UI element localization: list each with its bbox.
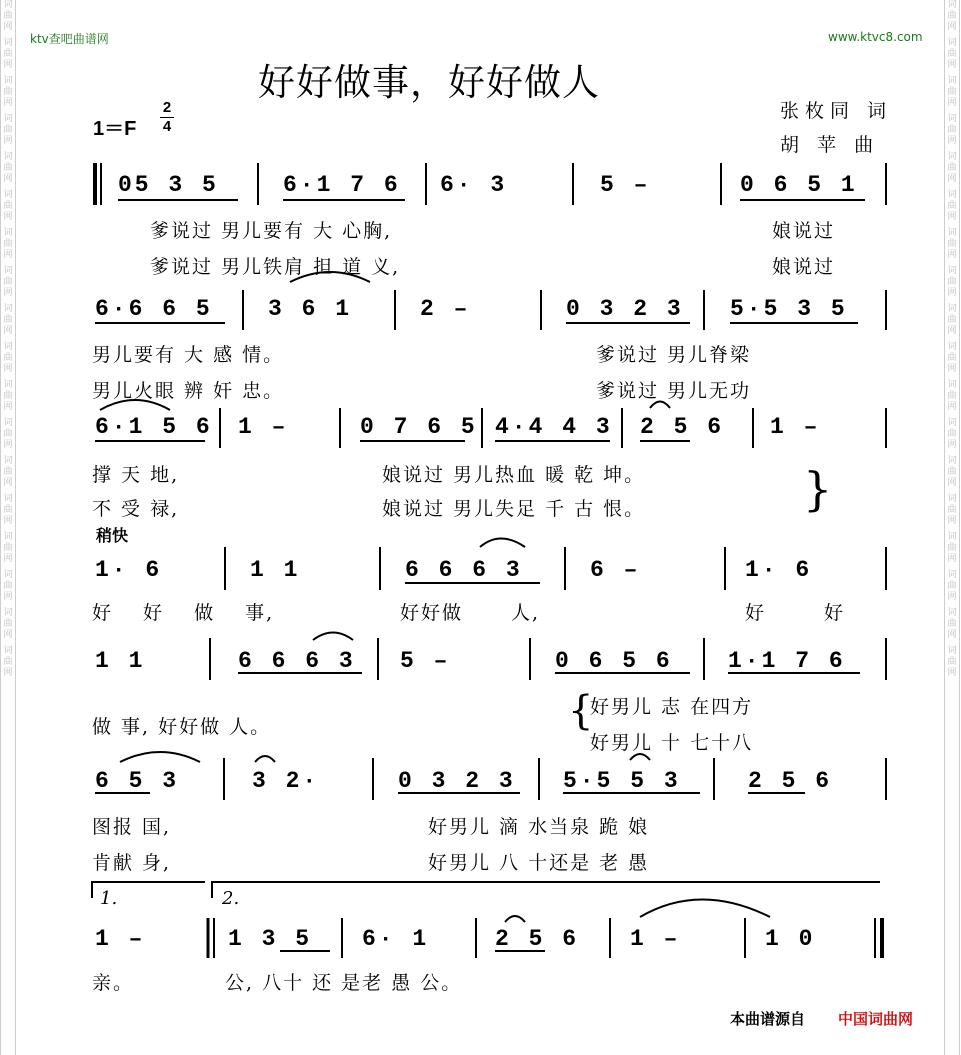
watermark-text: 词 曲 网 (3, 266, 13, 298)
measure-notes: 6·1 5 6 (95, 414, 213, 440)
watermark-text: 词 曲 网 (3, 646, 13, 678)
site-url-right[interactable]: www.ktvc8.com (828, 30, 923, 44)
watermark-text: 词 曲 网 (3, 228, 13, 260)
lyric-line: 不 受 禄, (92, 498, 180, 520)
lyric-line: 娘说过 男儿热血 暖 乾 坤。 (382, 464, 646, 486)
measure-notes: 5·5 3 5 (730, 296, 848, 322)
measure-notes: 6·1 7 6 (283, 172, 401, 198)
measure-notes: 0 3 2 3 (566, 296, 684, 322)
measure-notes: 1· 6 (95, 557, 163, 583)
song-title: 好好做事，好好做人 (258, 61, 600, 104)
measure-notes: 1 – (95, 926, 146, 952)
measure-notes: 1 3 5 (228, 926, 313, 952)
measure-notes: 0 7 6 5 (360, 414, 478, 440)
watermark-text: 词 曲 网 (947, 494, 957, 526)
lyric-line: 图报 国, (92, 816, 172, 838)
watermark-text: 词 曲 网 (947, 418, 957, 450)
key-signature: 1＝F (93, 118, 137, 140)
watermark-text: 词 曲 网 (947, 38, 957, 70)
measure-notes: 0 6 5 1 (740, 172, 858, 198)
watermark-text: 词 曲 网 (947, 532, 957, 564)
watermark-text: 词 曲 网 (947, 190, 957, 222)
volta-2: 2. (222, 888, 240, 909)
volta-1: 1. (100, 888, 118, 909)
tempo-marking: 稍快 (96, 526, 129, 545)
watermark-text: 词 曲 网 (947, 608, 957, 640)
measure-notes: 1·1 7 6 (728, 648, 846, 674)
measure-notes: 2 – (420, 296, 471, 322)
watermark-text: 词 曲 网 (947, 570, 957, 602)
measure-notes: 6 – (590, 557, 641, 583)
watermark-text: 词 曲 网 (3, 494, 13, 526)
lyric-line: 娘说过 (772, 220, 836, 242)
composer-credit: 胡 苹 曲 (780, 134, 880, 156)
lyricist-credit: 张枚同 词 (780, 100, 893, 122)
watermark-text: 词 曲 网 (3, 76, 13, 108)
source-label: 本曲谱源自 (730, 1010, 806, 1028)
watermark-text: 词 曲 网 (947, 342, 957, 374)
lyric-line: 好男儿 八 十还是 老 愚 (428, 852, 650, 874)
watermark-text: 词 曲 网 (3, 114, 13, 146)
lyric-line: 好男儿 十 七十八 (590, 732, 754, 754)
measure-notes: 3 2· (252, 768, 320, 794)
measure-notes: 1 0 (765, 926, 816, 952)
watermark-text: 词 曲 网 (947, 304, 957, 336)
measure-notes: 1· 6 (745, 557, 813, 583)
watermark-text: 词 曲 网 (3, 418, 13, 450)
lyric-line: 爹说过 男儿要有 大 心胸, (150, 220, 393, 242)
measure-notes: 6· 3 (440, 172, 508, 198)
watermark-text: 词 曲 网 (947, 76, 957, 108)
measure-notes: 6·6 6 5 (95, 296, 213, 322)
measure-notes: 6 5 3 (95, 768, 180, 794)
lyric-line: 爹说过 男儿铁肩 担 道 义, (150, 256, 401, 278)
watermark-text: 词 曲 网 (3, 152, 13, 184)
watermark-text: 词 曲 网 (947, 266, 957, 298)
measure-notes: 0 6 5 6 (555, 648, 673, 674)
lyric-line: 好 好 (745, 602, 846, 624)
measure-notes: 2 5 6 (640, 414, 725, 440)
watermark-text: 词 曲 网 (947, 228, 957, 260)
lyric-line: 好好做 人, (400, 602, 541, 624)
lyric-line: 好 好 做 事, (92, 602, 275, 624)
watermark-text: 词 曲 网 (947, 456, 957, 488)
lyric-line: 肯献 身, (92, 852, 172, 874)
watermark-text: 词 曲 网 (3, 570, 13, 602)
watermark-text: 词 曲 网 (947, 114, 957, 146)
watermark-text: 词 曲 网 (947, 380, 957, 412)
lyric-line: 男儿要有 大 感 情。 (92, 344, 285, 366)
measure-notes: 5 – (400, 648, 451, 674)
watermark-text: 词 曲 网 (3, 608, 13, 640)
meter-bottom: 4 (162, 118, 172, 135)
lyric-line: 亲。 (92, 972, 135, 994)
lyric-line: 好男儿 志 在四方 (590, 696, 754, 718)
measure-notes: 0 3 2 3 (398, 768, 516, 794)
lyric-line: 爹说过 男儿脊梁 (596, 344, 752, 366)
lyric-line: 娘说过 男儿失足 千 古 恨。 (382, 498, 646, 520)
measure-notes: 1 1 (250, 557, 301, 583)
measure-notes: 1 – (238, 414, 289, 440)
measure-notes: 1 – (770, 414, 821, 440)
watermark-text: 词 曲 网 (947, 0, 957, 32)
watermark-text: 词 曲 网 (3, 304, 13, 336)
measure-notes: 2 5 6 (495, 926, 580, 952)
lyric-line: 男儿火眼 辨 奸 忠。 (92, 380, 285, 402)
watermark-text: 词 曲 网 (3, 380, 13, 412)
site-name-left[interactable]: ktv查吧曲谱网 (30, 32, 109, 46)
source-link[interactable]: 中国词曲网 (838, 1010, 914, 1028)
watermark-text: 词 曲 网 (947, 646, 957, 678)
measure-notes: 4·4 4 3 (495, 414, 613, 440)
lyric-line: 爹说过 男儿无功 (596, 380, 752, 402)
watermark-text: 词 曲 网 (3, 190, 13, 222)
measure-notes: 1 1 (95, 648, 146, 674)
lyric-line: 好男儿 滴 水当泉 跪 娘 (428, 816, 650, 838)
measure-notes: 5 – (600, 172, 651, 198)
lyric-line: 做 事, 好好做 人。 (92, 716, 272, 738)
measure-notes: 05 3 5 (118, 172, 219, 198)
lyric-line: 撑 天 地, (92, 464, 180, 486)
watermark-text: 词 曲 网 (3, 342, 13, 374)
meter-top: 2 (162, 99, 172, 116)
watermark-text: 词 曲 网 (947, 152, 957, 184)
watermark-text: 词 曲 网 (3, 532, 13, 564)
watermark-text: 词 曲 网 (3, 0, 13, 32)
watermark-text: 词 曲 网 (3, 456, 13, 488)
measure-notes: 1 – (630, 926, 681, 952)
measure-notes: 5·5 5 3 (563, 768, 681, 794)
measure-notes: 3 6 1 (268, 296, 353, 322)
brace-right: } (803, 462, 833, 516)
measure-notes: 6 6 6 3 (238, 648, 356, 674)
brace-left: { (568, 688, 594, 734)
measure-notes: 6 6 6 3 (405, 557, 523, 583)
measure-notes: 6· 1 (362, 926, 430, 952)
lyric-line: 娘说过 (772, 256, 836, 278)
lyric-line: 公, 八十 还 是老 愚 公。 (225, 972, 463, 994)
measure-notes: 2 5 6 (748, 768, 833, 794)
watermark-text: 词 曲 网 (3, 38, 13, 70)
